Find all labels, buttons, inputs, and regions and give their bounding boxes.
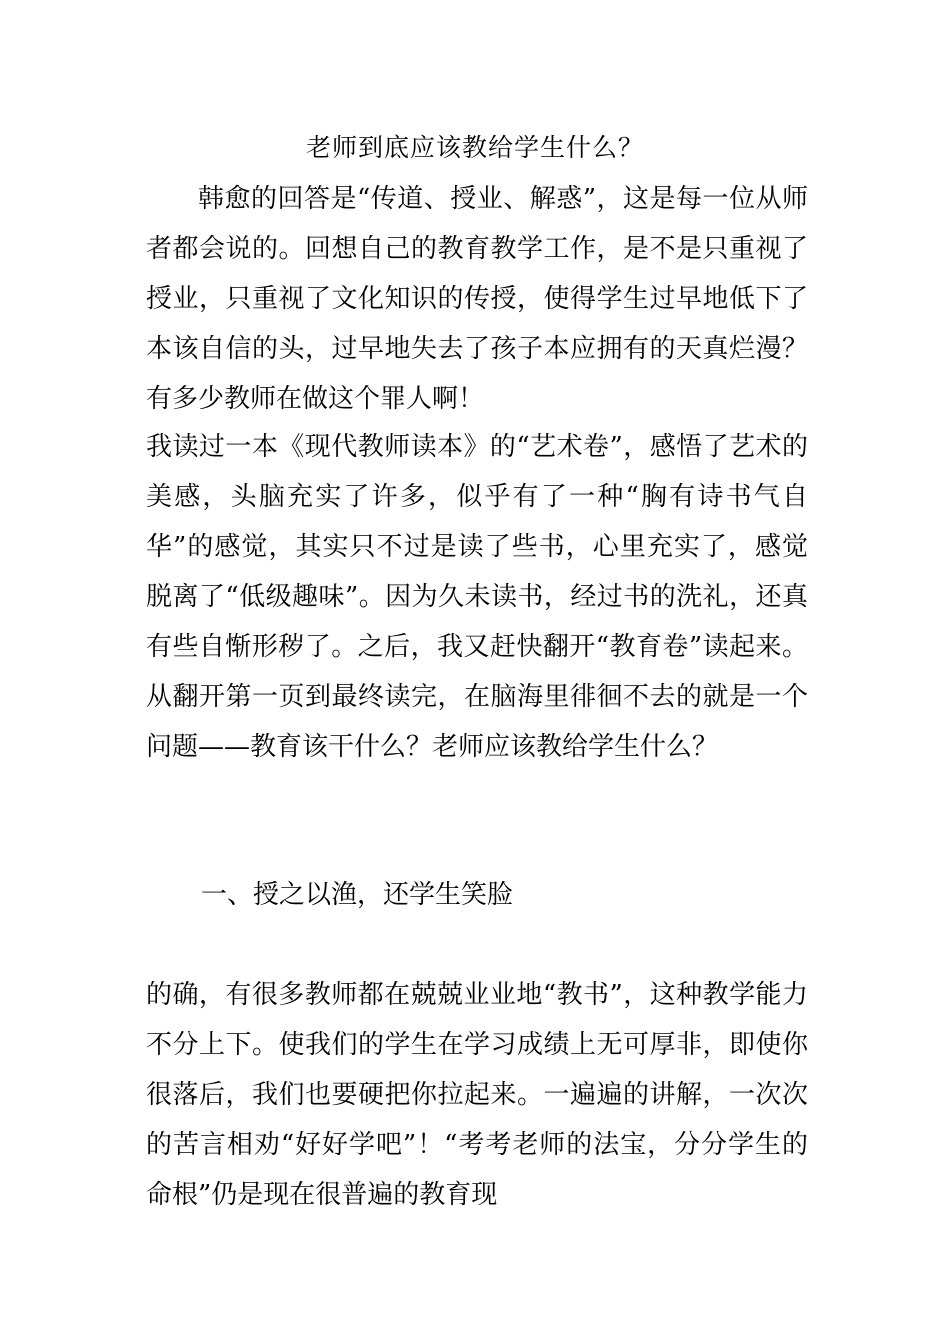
paragraph-section-body: 的确，有很多教师都在兢兢业业地“教书”，这种教学能力不分上下。使我们的学生在学习成绩上无可厚非，即使你很落后，我们也要硬把你拉起来。一遍遍的讲解，一次次的苦言相劝“好好学吧”！“考考老师的法宝，分分学生的命根”仍是现在很普遍的教育现 (146, 980, 808, 1210)
paragraph-intro: 韩愈的回答是“传道、授业、解惑”，这是每一位从师者都会说的。回想自己的教育教学工作，是不是只重视了授业，只重视了文化知识的传授，使得学生过早地低下了本该自信的头，过早地失去了孩子本应拥有的天真烂漫？有多少教师在做这个罪人啊！ (146, 184, 808, 414)
paragraph-reading: 我读过一本《现代教师读本》的“艺术卷”，感悟了艺术的美感，头脑充实了许多，似乎有了一种“胸有诗书气自华”的感觉，其实只不过是读了些书，心里充实了，感觉脱离了“低级趣味”。因为久未读书，经过书的洗礼，还真有些自惭形秽了。之后，我又赶快翻开“教育卷”读起来。从翻开第一页到最终读完，在脑海里徘徊不去的就是一个问题——教育该干什么？老师应该教给学生什么？ (146, 432, 808, 762)
section-heading: 一、授之以渔，还学生笑脸 (201, 880, 514, 910)
document-title: 老师到底应该教给学生什么？ (305, 133, 644, 162)
